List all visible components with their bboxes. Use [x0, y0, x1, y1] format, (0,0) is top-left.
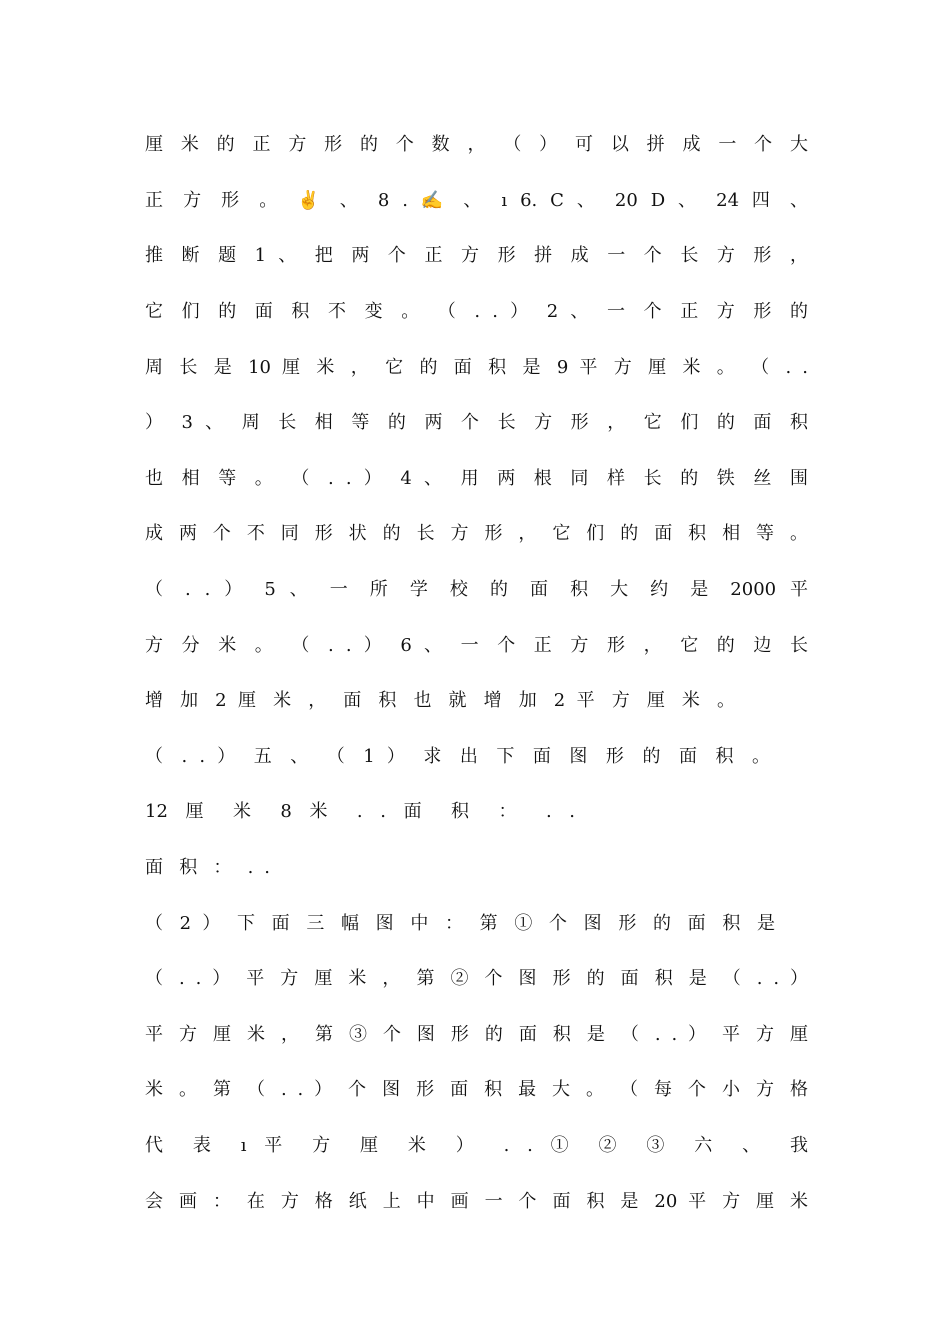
text-line-3: 推 断 题 1 、 把 两 个 正 方 形 拼 成 一 个 长 方 形 ， — [145, 245, 808, 266]
text-line-14: 面 积 ： . . — [145, 857, 270, 878]
text-line-18: 米 。 第 （ . . ） 个 图 形 面 积 最 大 。 （ 每 个 小 方 格 — [145, 1079, 808, 1100]
text-line-16: （ . . ） 平 方 厘 米 ， 第 ② 个 图 形 的 面 积 是 （ . . ） — [145, 968, 808, 989]
text-line-13: 12 厘 米 8 米 . . 面 积 ： . . — [145, 801, 575, 822]
text-line-17: 平 方 厘 米 ， 第 ③ 个 图 形 的 面 积 是 （ . . ） 平 方 厘 — [145, 1024, 808, 1045]
text-line-7: 也 相 等 。 （ . . ） 4 、 用 两 根 同 样 长 的 铁 丝 围 — [145, 468, 808, 489]
text-line-6: ） 3 、 周 长 相 等 的 两 个 长 方 形 ， 它 们 的 面 积 — [145, 412, 808, 433]
text-line-9: （ . . ） 5 、 一 所 学 校 的 面 积 大 约 是 2000 平 — [145, 579, 808, 600]
text-line-12: （ . . ） 五 、 （ 1 ） 求 出 下 面 图 形 的 面 积 。 — [145, 746, 770, 767]
text-line-19: 代 表 ı 平 方 厘 米 ） . . ① ② ③ 六 、 我 — [145, 1135, 808, 1156]
text-line-11: 增 加 2 厘 米 ， 面 积 也 就 增 加 2 平 方 厘 米 。 — [145, 690, 735, 711]
text-line-2: 正 方 形 。 ✌ 、 8 . ✍ 、 ı 6. C 、 20 D 、 24 四 、 — [145, 190, 808, 211]
text-line-10: 方 分 米 。 （ . . ） 6 、 一 个 正 方 形 ， 它 的 边 长 — [145, 635, 808, 656]
text-line-8: 成 两 个 不 同 形 状 的 长 方 形 ， 它 们 的 面 积 相 等 。 — [145, 523, 808, 544]
text-line-15: （ 2 ） 下 面 三 幅 图 中 ： 第 ① 个 图 形 的 面 积 是 — [145, 913, 775, 934]
text-line-20: 会 画 ： 在 方 格 纸 上 中 画 一 个 面 积 是 20 平 方 厘 米 — [145, 1191, 808, 1212]
text-line-4: 它 们 的 面 积 不 变 。 （ . . ） 2 、 一 个 正 方 形 的 — [145, 301, 808, 322]
text-line-1: 厘 米 的 正 方 形 的 个 数 ， （ ） 可 以 拼 成 一 个 大 — [145, 134, 808, 155]
text-line-5: 周 长 是 10 厘 米 ， 它 的 面 积 是 9 平 方 厘 米 。 （ . . — [145, 357, 808, 378]
